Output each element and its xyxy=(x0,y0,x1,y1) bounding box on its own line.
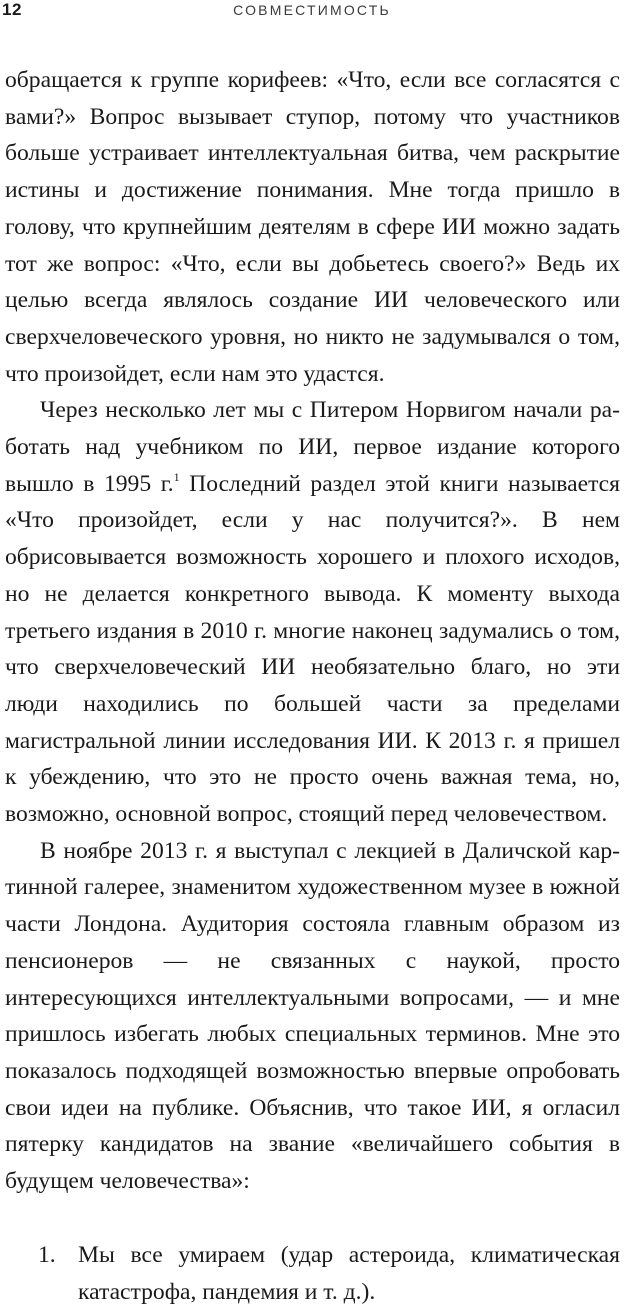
paragraph-2-text-end: Последний раздел этой книги называется «Что произойдет, если у нас получится?». В нем обрисовывается возможность хорошего и плохого исходов, но не делается конкретного вывода. К моменту выхода третьего издания в 2010 г. многие наконец задумались о том, что сверхчеловеческий ИИ необязательно благо, но эти люди находились по большей части за пределами магистральной линии исследования ИИ. К 2013 г. я пришел к убеждению, что это не просто очень важная тема, но, возможно, основной вопрос, стоящий перед человечеством. xyxy=(5,470,620,828)
list-item xyxy=(5,1237,620,1310)
body-text xyxy=(5,62,620,1310)
paragraph-2 xyxy=(5,392,620,832)
running-head: СОВМЕСТИМОСТЬ xyxy=(233,2,391,18)
paragraph-2-text-start: Через несколько лет мы с Питером Норвигом начали работать над учебником по ИИ, первое издание которого вышло в 1995 г. xyxy=(5,397,620,497)
numbered-list xyxy=(5,1237,620,1310)
paragraph-3: В ноябре 2013 г. я выступал с лекцией в Даличской картинной галерее, знаменитом художественном музее в южной части Лондона. Аудитория состояла главным образом из пенсионеров — не связанных с наукой, просто интересующихся интеллектуальными вопросами, — и мне пришлось избегать любых специальных терминов. Мне это показалось подходящей возможностью впервые опробовать свои идеи на публике. Объяснив, что такое ИИ, я огласил пятерку кандидатов на звание «величайшего события в будущем человечества»: xyxy=(5,837,620,1195)
list-item-number: 1. xyxy=(38,1241,56,1268)
paragraph-1: обращается к группе корифеев: «Что, если все согласятся с вами?» Вопрос вызывает ступор, потому что участников больше устраивает интеллектуальная битва, чем раскрытие истины и достижение понимания. Мне тогда пришло в голову, что крупнейшим деятелям в сфере ИИ можно задать тот же вопрос: «Что, если вы добьетесь своего?» Ведь их целью всегда являлось создание ИИ человеческого или сверхчеловеческого уровня, но никто не задумывался о том, что произойдет, если нам это удастся. xyxy=(5,67,620,387)
footnote-mark: 1 xyxy=(173,469,180,484)
list-item-text: Мы все умираем (удар астероида, климатическая катастрофа, пандемия и т. д.). xyxy=(78,1241,620,1305)
page-number: 12 xyxy=(2,0,22,19)
